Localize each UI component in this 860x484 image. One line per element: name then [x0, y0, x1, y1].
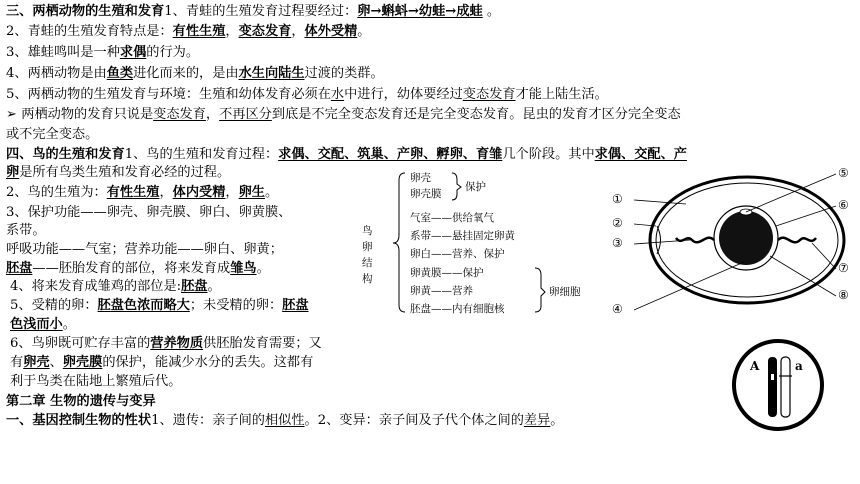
- allele-a: a: [795, 359, 803, 373]
- egg-label-3: ③: [612, 236, 623, 250]
- egg-label-5: ⑤: [838, 166, 849, 180]
- air-cell-row: 气室——供给氧气: [410, 212, 494, 224]
- egg-cell-label: 卵细胞: [549, 286, 581, 298]
- line-5: 5、两栖动物的生殖发育与环境：生殖和幼体发育必须在水中进行，幼体要经过变态发育才能上陆生活。: [6, 87, 608, 102]
- line-2: 2、青蛙的生殖发育特点是：有性生殖，变态发育，体外受精。: [6, 24, 371, 39]
- protect-label: 保护: [465, 181, 486, 193]
- egg-label-2: ②: [612, 216, 623, 230]
- line-18: 6、鸟卵既可贮存丰富的营养物质供胚胎发育需要；又: [10, 336, 322, 351]
- line-6: ➢ 两栖动物的发育只说是变态发育，不再区分到底是不完全变态发育还是完全变态发育。昆虫的发育才区分完全变态: [6, 107, 681, 122]
- line-9: 卵是所有鸟类生殖和发育必经的过程。: [6, 165, 231, 180]
- line-sec4: 四、鸟的生殖和发育1、鸟的生殖和发育过程：求偶、交配、筑巢、产卵、孵卵、育雏几个阶段。其中求偶、交配、产: [6, 147, 687, 162]
- line-10: 2、鸟的生殖为：有性生殖，体内受精，卵生。: [6, 185, 279, 200]
- line-7: 或不完全变态。: [6, 127, 99, 142]
- frog-process: 卵→蝌蚪→幼蛙→成蛙: [357, 4, 483, 19]
- sec4-title: 鸟的生殖和发育: [32, 147, 125, 162]
- chalaza-row: 系带——悬挂固定卵黄: [410, 230, 515, 242]
- allele-A: A: [750, 359, 760, 373]
- line-15: 4、将来发育成雏鸡的部位是:胚盘。: [10, 279, 221, 294]
- germinal-disc-row: 胚盘——内有细胞核: [410, 303, 505, 315]
- line-16: 5、受精的卵：胚盘色浓而略大；未受精的卵：胚盘: [10, 298, 309, 313]
- eggshell-label: 卵壳: [410, 172, 431, 184]
- line-14: 胚盘——胚胎发育的部位，将来发育成雏鸟。: [6, 261, 270, 276]
- line-17: 色浅而小。: [10, 317, 76, 332]
- albumen-row: 卵白——营养、保护: [410, 248, 505, 260]
- sec3-num: 三、: [6, 4, 33, 19]
- shell-membrane-label: 卵壳膜: [410, 188, 442, 200]
- yolk-membrane-row: 卵黄膜——保护: [410, 267, 484, 279]
- egg-label-1: ①: [612, 192, 623, 206]
- egg-label-4: ④: [612, 302, 623, 316]
- line-3: 3、雄蛙鸣叫是一种求偶的行为。: [6, 45, 200, 60]
- line-4: 4、两栖动物是由鱼类进化而来的，是由水生向陆生过渡的类群。: [6, 66, 384, 81]
- line-13: 呼吸功能——气室；营养功能——卵白、卵黄；: [6, 242, 283, 257]
- line-20: 利于鸟类在陆地上繁殖后代。: [10, 374, 182, 389]
- chapter-title: 第二章 生物的遗传与变异: [6, 394, 156, 409]
- egg-chart-root: 鸟卵结构: [362, 225, 373, 285]
- bullet-icon: ➢: [6, 107, 18, 122]
- line-11: 3、保护功能——卵壳、卵壳膜、卵白、卵黄膜、: [6, 205, 292, 220]
- yolk-row: 卵黄——营养: [410, 285, 473, 297]
- sec3-item1: 1、青蛙的生殖发育过程要经过：: [164, 4, 358, 19]
- line-12: 系带。: [6, 223, 46, 238]
- line-19: 有卵壳、卵壳膜的保护，能减少水分的丢失。这都有: [10, 355, 314, 370]
- line-22: 一、基因控制生物的性状1、遗传：亲子间的相似性。2、变异：亲子间及子代个体之间的差异。: [6, 413, 564, 428]
- egg-label-7: ⑦: [838, 261, 849, 275]
- egg-label-6: ⑥: [838, 198, 849, 212]
- egg-label-8: ⑧: [838, 288, 849, 302]
- sec3-title: 两栖动物的生殖和发育: [32, 4, 165, 19]
- line-sec3: 三、两栖动物的生殖和发育1、青蛙的生殖发育过程要经过：卵→蝌蚪→幼蛙→成蛙 。: [6, 4, 501, 19]
